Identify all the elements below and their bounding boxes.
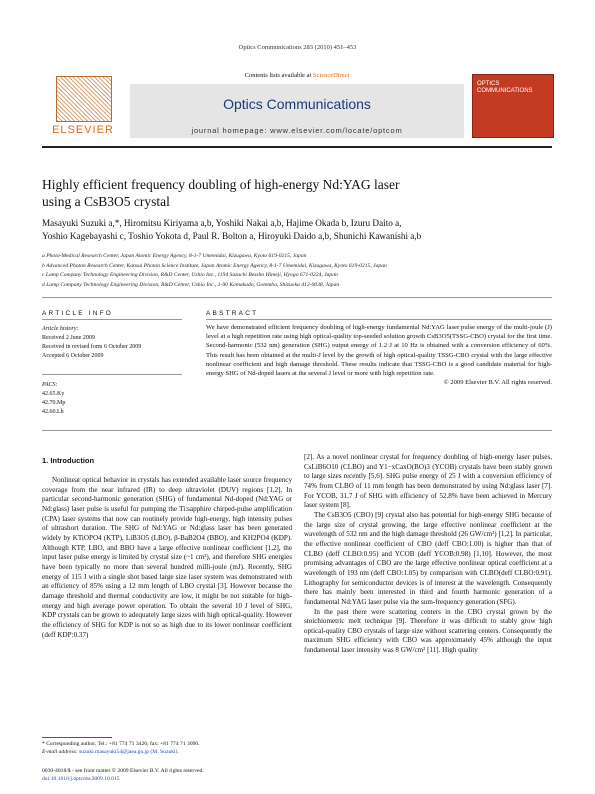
section-rule-top [42,297,552,298]
journal-homepage[interactable]: journal homepage: www.elsevier.com/locate/optcom [191,126,403,135]
pacs-code-2: 42.70.Mp [42,400,66,406]
elsevier-logo [42,74,124,138]
journal-title: Optics Communications [223,96,371,112]
author-list [42,217,552,243]
issn-doi [42,767,292,783]
contents-prefix: Contents lists available at [244,72,313,79]
masthead-rule [42,146,552,148]
article-history [42,325,182,361]
history-rule [42,374,182,375]
history-revised: Received in revised form 6 October 2009 [42,344,142,350]
affiliations [42,252,552,290]
section-rule-bottom [42,430,552,431]
email-label: E-mail address: [42,749,80,755]
history-received: Received 2 June 2009 [42,335,95,341]
article-title-line1: Highly efficient frequency doubling of high-energy Nd:YAG laser [42,177,400,192]
history-accepted: Accepted 6 October 2009 [42,353,104,359]
corresponding-author: * Corresponding author. Tel.: +81 774 71 3426; fax: +81 774 71 3090. [42,741,200,747]
publisher-logo-text: ELSEVIER [52,124,114,136]
journal-reference: Optics Communications 283 (2010) 451–453 [238,44,357,51]
article-info-rule [42,319,182,320]
affiliation-b: b Advanced Photon Research Center, Kansai Photon Science Institute, Japan Atomic Energy Agency, 8-1-7 Umemidai, Kizugawa, Kyoto 619-0215, Japan [42,262,387,269]
pacs-label: PACS: [42,382,58,388]
doi-link[interactable]: doi:10.1016/j.optcom.2009.10.015 [42,776,120,782]
right-paragraph-1: [2]. As a novel nonlinear crystal for frequency doubling of high-energy laser pulses, CsLiB6O10 (CLBO) and Y1−xCaxO(BO)3 (YCOB) crystals have been stably grown to large sizes recently [5,6]. SHG pulse energy of 25 J with a conversion efficiency of 74% from CLBO of 11 mm length has been demonstrated by using Nd:glass laser [7]. For YCOB, 31.7 J of SHG with efficiency of 52.8% have been achieved in Mercury laser system [8]. [304,453,552,510]
copyright: © 2009 Elsevier B.V. All rights reserved. [443,379,552,387]
right-paragraph-2: The CsB3O5 (CBO) [9] crystal also has potential for high-energy SHG because of the large size of crystal growing, the large effective nonlinear coefficient at the wavelength of 532 nm and the high damage threshold (26 GW/cm²) [1,2]. In particular, the effective nonlinear coefficient of CBO (deff CBO:1.00) is higher than that of CLBO (deff CLBO:0.95) and YCOB (deff YCOB:0.98) [1,10]. However, the most promising advantages of CBO are the large effective nonlinear optical coefficient at a wavelength of 193 nm (deff CBO:1.05) by comparison with CLBO(deff CLBO:0.91). Lithography for semiconductor devices is of interest at the wavelength. Consequently there has mainly been interested in third and fourth harmonic generation of a fundamental Nd:YAG laser pulse via the sum-frequency generation (SFG). [304,510,552,606]
footnote [42,740,292,756]
left-column [42,476,292,640]
elsevier-tree-icon [56,76,112,122]
abstract-text: We have demonstrated efficient frequency doubling of high-energy fundamental Nd:YAG laser pulse energy of the multi-joule (J) level at a high repetition rate using high optical-quality top-seeded solution growth CsB3O5(TSSG-CBO) crystal for the first time. Second-harmonic (532 nm) generation (SHG) output energy of 1.2 J at 10 Hz is obtained with a conversion efficiency of 60%. This result has been obtained at the multi-J level by the growth of high optical-quality TSSG-CBO crystal with the large effective nonlinear coefficient and high damage threshold. These results indicate that TSSG-CBO is a good candidate material for high-energy SHG of Nd-doped lasers at the several J level or more with high repetition rate. [206,324,552,378]
pacs-list [42,381,182,417]
right-column [304,453,552,656]
cover-title: OPTICS COMMUNICATIONS [477,81,533,94]
authors-line1: Masayuki Suzuki a,*, Hiromitsu Kiriyama a,b, Yoshiki Nakai a,b, Hajime Okada b, Izuru Daito a, [42,218,402,228]
affiliation-a: a Photo-Medical Research Center, Japan Atomic Energy Agency, 8-1-7 Umemidai, Kizugawa, Kyoto 619-0215, Japan [42,253,307,259]
abstract-body [206,323,552,387]
authors-line2: Yoshio Kagebayashi c, Toshio Yokota d, Paul R. Bolton a, Hiroyuki Daido a,b, Shunichi Kawanishi a,b [42,231,422,241]
abstract-heading: ABSTRACT [206,310,259,317]
affiliation-d: d Lamp Company Technology Engineering Division, R&D Center, Ushio Inc., 1-90 Komakado, Gotemba, Shizuoka 412-0038, Japan [42,281,340,288]
journal-cover-image [472,74,554,138]
pacs-code-3: 42.60.Lh [42,409,64,415]
email-link[interactable]: suzuki.masayuki54@jaea.go.jp (M. Suzuki). [79,749,179,755]
article-info-heading: ARTICLE INFO [42,310,114,317]
issn-line: 0030-4018/$ - see front matter © 2009 Elsevier B.V. All rights reserved. [42,768,204,774]
pacs-code-1: 42.65.Ky [42,391,65,397]
contents-line [130,72,464,79]
affiliation-c: c Lamp Company Technology Engineering Division, R&D Center, Ushio Inc., 1194 Sazuchi Bessho Himeji, Hyogo 671-0224, Japan [42,272,338,278]
history-label: Article history: [42,326,79,332]
left-paragraph-1: Nonlinear optical behavior in crystals has extended available laser source frequency coverage from the near infrared (IR) to deep ultraviolet (DUV) regions [1,2]. In particular second-harmonic generation (SHG) of fundamental Nd-doped (Nd:YAG or Nd:glass) laser pulse is useful for pumping the Ti:sapphire chirped-pulse amplification (CPA) laser systems that now can routinely provide high-energy, high intensity pulses of ultrashort duration. The SHG of Nd:YAG or Nd:glass laser has been generated widely by KTiOPO4 (KTP), LiB3O5 (LBO), β-BaB2O4 (BBO), and KH2PO4 (KDP). Although KTP, LBO, and BBO have a large effective nonlinear coefficient [1,2], the input laser pulse energy is limited by crystal size (~1 cm³), and therefore SHG energies have been typically no more than several hundred milli-joule (mJ). Recently, SHG energy of 115 J with a single shot based large size laser system was demonstrated with an efficiency of 85% using a 12 mm length of LBO crystal [3]. However because the damage threshold and thermal conductivity are low, it might be not suitable for high-energy and high average power operation. To obtain the several 10 J level of SHG, KDP crystals can be grown to adequately large sizes with high optical-quality. However the efficiency of SHG for KDP is not so as high due to its lower nonlinear coefficient (deff KDP:0.37) [42,476,292,639]
sciencedirect-link[interactable]: ScienceDirect [312,72,350,79]
article-title-line2: using a CsB3O5 crystal [42,194,170,209]
article-title [42,176,542,210]
footnote-rule [42,737,112,738]
right-paragraph-3: In the past there were scattering centers in the CBO crystal grown by the stoichiometric melt technique [9]. Therefore it was difficult to stably grow high optical-quality CBO crystals of large size without scattering centers. Consequently the maximum SHG efficiency with CBO was approximately 45% although the input fundamental laser intensity was 8 GW/cm² [11]. High quality [304,607,552,655]
abstract-rule [206,319,552,320]
section-title: 1. Introduction [42,456,95,465]
